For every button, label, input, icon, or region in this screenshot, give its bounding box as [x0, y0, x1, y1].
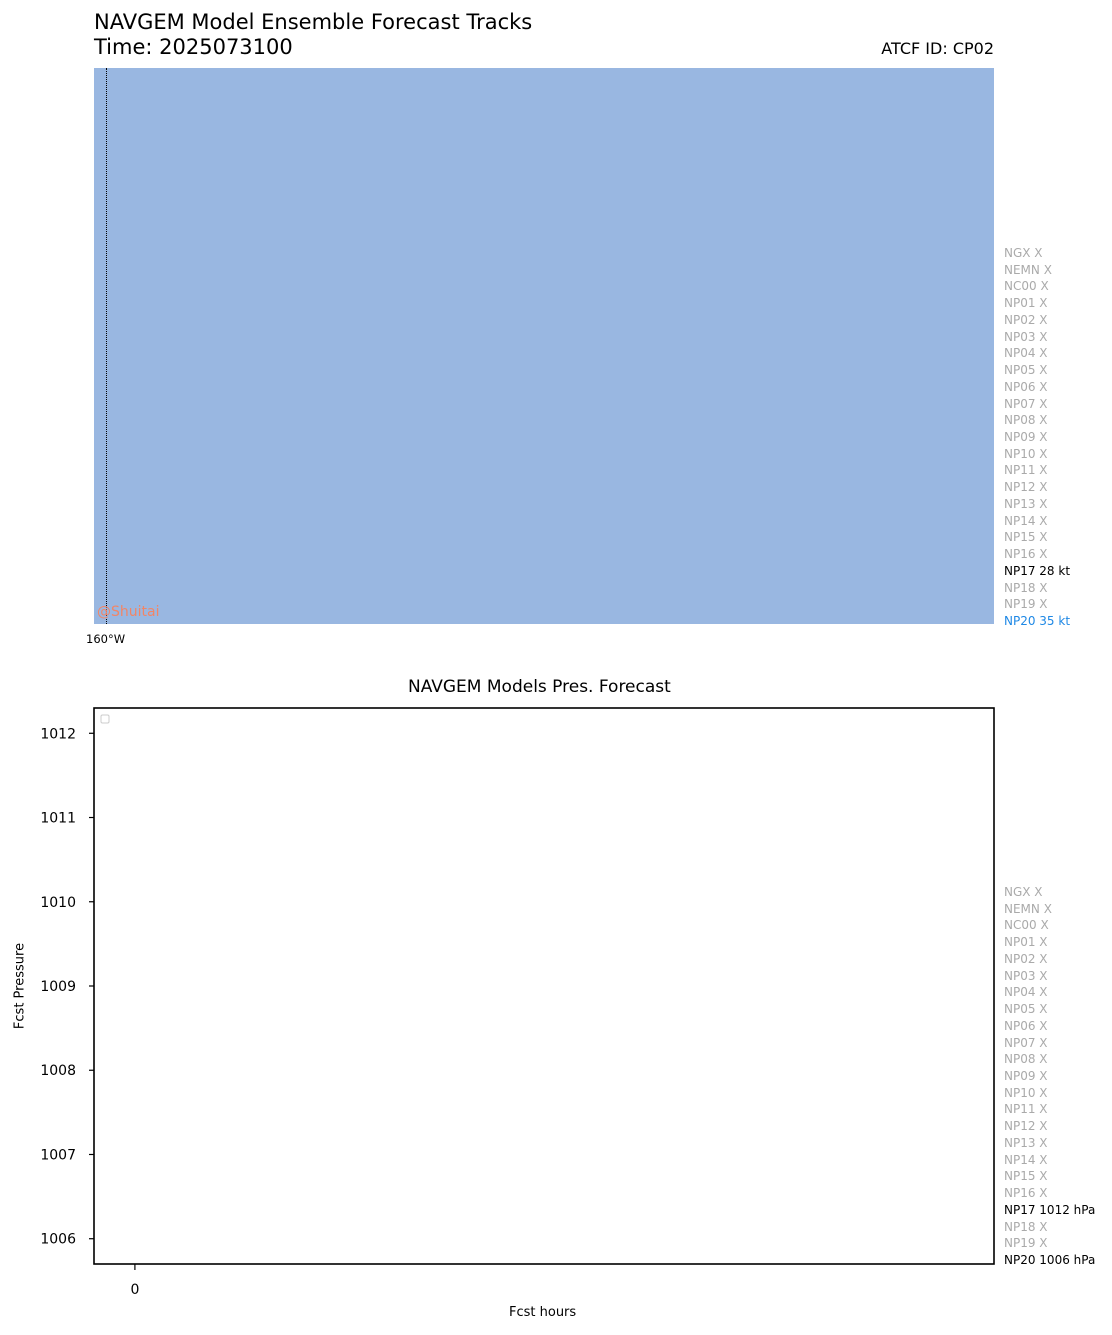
legend-item: NP12 X	[1004, 480, 1048, 495]
plot-frame	[94, 708, 994, 1264]
y-tick-label: 1012	[40, 726, 76, 743]
legend-item: NP11 X	[1004, 463, 1048, 478]
legend-item: NP01 X	[1004, 935, 1048, 950]
legend-item: NP02 X	[1004, 951, 1048, 966]
y-tick-label: 1008	[40, 1063, 76, 1080]
legend-item: NP07 X	[1004, 1035, 1048, 1050]
x-axis-label: Fcst hours	[509, 1305, 577, 1320]
legend-item: NP17 1012 hPa	[1004, 1202, 1096, 1217]
legend-item: NP13 X	[1004, 1135, 1048, 1150]
legend-item: NP03 X	[1004, 329, 1048, 344]
legend-item: NP10 X	[1004, 446, 1048, 461]
legend-box	[101, 715, 109, 723]
legend-item: NGX X	[1004, 246, 1043, 260]
y-tick-label: 1011	[40, 810, 76, 827]
legend-item: NGX X	[1004, 885, 1043, 899]
legend-item: NP18 X	[1004, 1219, 1048, 1234]
legend-item: NP12 X	[1004, 1119, 1048, 1134]
legend-item: NP19 X	[1004, 1236, 1048, 1251]
legend-item: NP08 X	[1004, 413, 1048, 428]
legend-item: NP09 X	[1004, 1069, 1048, 1084]
legend-item: NP11 X	[1004, 1102, 1048, 1117]
legend-item: NEMN X	[1004, 262, 1052, 277]
x-tick-label: 0	[130, 1282, 140, 1298]
y-tick-label: 1010	[40, 894, 76, 911]
legend-item: NP16 X	[1004, 547, 1048, 562]
legend-item: NP20 35 kt	[1004, 614, 1071, 629]
credit-watermark: @Shuitai	[97, 604, 160, 620]
legend-item: NP08 X	[1004, 1052, 1048, 1067]
legend-item: NP01 X	[1004, 296, 1048, 311]
legend-item: NP13 X	[1004, 496, 1048, 511]
legend-item: NP15 X	[1004, 530, 1048, 545]
legend-item: NP06 X	[1004, 1018, 1048, 1033]
y-tick-label: 1006	[40, 1231, 76, 1248]
legend-item: NP17 28 kt	[1004, 563, 1071, 578]
legend-item: NP07 X	[1004, 396, 1048, 411]
y-tick-label: 1009	[40, 979, 76, 995]
legend-item: NP09 X	[1004, 430, 1048, 445]
legend-item: NP04 X	[1004, 346, 1048, 361]
legend-item: NP05 X	[1004, 1002, 1048, 1017]
chart-title: NAVGEM Model Ensemble Forecast Tracks	[94, 10, 533, 34]
y-tick-label: 1007	[40, 1147, 76, 1164]
legend-item: NP10 X	[1004, 1085, 1048, 1100]
legend-item: NP14 X	[1004, 513, 1048, 528]
legend-item: NP19 X	[1004, 597, 1048, 612]
longitude-tick-label: 160°W	[86, 632, 126, 646]
y-axis-label: Fcst Pressure	[12, 942, 28, 1030]
legend-item: NEMN X	[1004, 901, 1052, 916]
legend-item: NP14 X	[1004, 1152, 1048, 1167]
legend-item: NP06 X	[1004, 379, 1048, 394]
legend-item: NP05 X	[1004, 363, 1048, 378]
legend-item: NC00 X	[1004, 279, 1049, 294]
legend-item: NP15 X	[1004, 1169, 1048, 1184]
legend-item: NC00 X	[1004, 918, 1049, 933]
init-time: Time: 2025073100	[94, 35, 293, 59]
legend-item: NP02 X	[1004, 312, 1048, 327]
atcf-id: ATCF ID: CP02	[881, 39, 994, 58]
legend-item: NP04 X	[1004, 985, 1048, 1000]
legend-item: NP18 X	[1004, 580, 1048, 595]
legend-item: NP20 1006 hPa	[1004, 1253, 1096, 1268]
legend-item: NP03 X	[1004, 968, 1048, 983]
pressure-chart-title: NAVGEM Models Pres. Forecast	[408, 677, 671, 697]
legend-item: NP16 X	[1004, 1186, 1048, 1201]
